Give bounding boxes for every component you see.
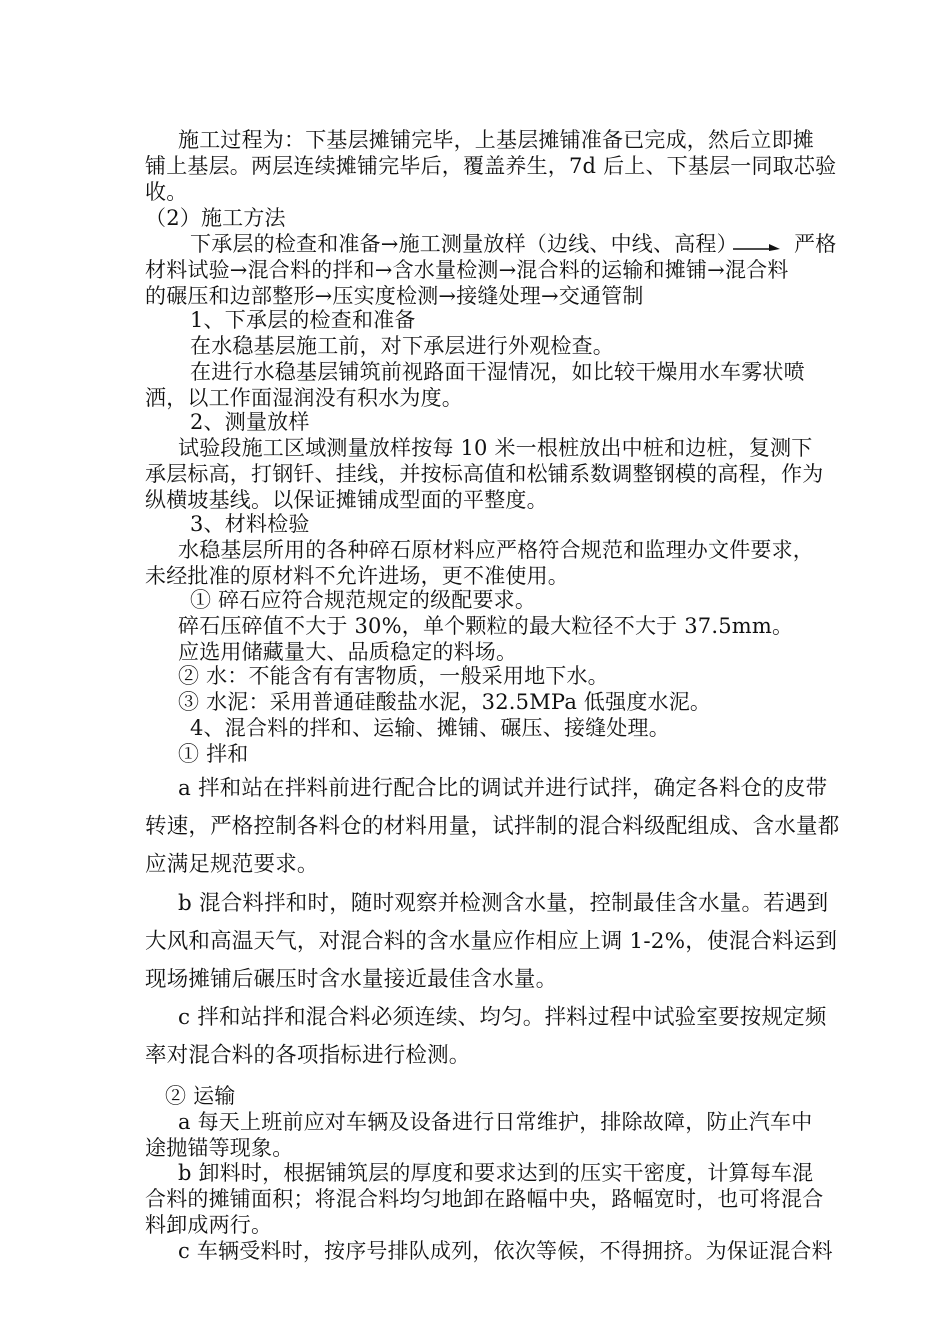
subsection-heading: 2、测量放样 [190,410,310,434]
text-line: ② 水：不能含有有害物质，一般采用地下水。 [178,664,609,688]
text-line: 途抛锚等现象。 [145,1136,294,1160]
text-line: 材料试验→混合料的拌和→含水量检测→混合料的运输和摊铺→混合料 [145,258,789,282]
text-line: 率对混合料的各项指标进行检测。 [145,1043,471,1068]
subsection-heading: 1、下承层的检查和准备 [190,308,416,332]
text-line: 水稳基层所用的各种碎石原材料应严格符合规范和监理办文件要求， [178,538,814,562]
text-line: 合料的摊铺面积；将混合料均匀地卸在路幅中央，路幅宽时，也可将混合 [145,1187,824,1211]
text-line: b 混合料拌和时，随时观察并检测含水量，控制最佳含水量。若遇到 [178,891,829,916]
section-heading: （2）施工方法 [145,206,286,230]
text-line: 纵横坡基线。以保证摊铺成型面的平整度。 [145,488,548,512]
text-line: 现场摊铺后碾压时含水量接近最佳含水量。 [145,967,558,992]
subsection-heading: ② 运输 [165,1084,236,1108]
text-line: 未经批准的原材料不允许进场，更不准使用。 [145,564,569,588]
subsection-heading: 3、材料检验 [190,512,310,536]
text-line: 洒，以工作面湿润没有积水为度。 [145,386,463,410]
text-line: 施工过程为：下基层摊铺完毕，上基层摊铺准备已完成，然后立即摊 [178,128,814,152]
text-line: ① 拌和 [178,742,249,766]
text-line: c 拌和站拌和混合料必须连续、均匀。拌料过程中试验室要按规定频 [178,1005,827,1030]
text-line: 的碾压和边部整形→压实度检测→接缝处理→交通管制 [145,284,644,308]
text-line: 应满足规范要求。 [145,852,319,877]
arrow-icon [733,237,781,251]
text-line: 碎石压碎值不大于 30%，单个颗粒的最大粒径不大于 37.5mm。 [178,614,794,638]
text-line: 在水稳基层施工前，对下承层进行外观检查。 [190,334,614,358]
text-line: 转速，严格控制各料仓的材料用量，试拌制的混合料级配组成、含水量都 [145,814,840,839]
subsection-heading: 4、混合料的拌和、运输、摊铺、碾压、接缝处理。 [190,716,670,740]
text-line: 收。 [145,180,188,204]
text-line: a 每天上班前应对车辆及设备进行日常维护，排除故障，防止汽车中 [178,1110,813,1134]
text-line: 大风和高温天气，对混合料的含水量应作相应上调 1-2%，使混合料运到 [145,929,838,954]
text-line: a 拌和站在拌料前进行配合比的调试并进行试拌，确定各料仓的皮带 [178,776,828,801]
text-line: 在进行水稳基层铺筑前视路面干湿情况，如比较干燥用水车雾状喷 [190,360,805,384]
text-line: c 车辆受料时，按序号排队成列，依次等候，不得拥挤。为保证混合料 [178,1239,833,1263]
text-line: 铺上基层。两层连续摊铺完毕后，覆盖养生，7d 后上、下基层一同取芯验 [145,154,837,178]
text-line: 料卸成两行。 [145,1213,273,1237]
text-line: ③ 水泥：采用普通硅酸盐水泥，32.5MPa 低强度水泥。 [178,690,712,714]
text-line: b 卸料时，根据铺筑层的厚度和要求达到的压实干密度，计算每车混 [178,1161,814,1185]
text-line: 应选用储藏量大、品质稳定的料场。 [178,640,518,664]
text-line: 试验段施工区域测量放样按每 10 米一根桩放出中桩和边桩，复测下 [178,436,813,460]
text-line: 承层标高，打钢钎、挂线，并按标高值和松铺系数调整钢模的高程，作为 [145,462,824,486]
text-line: 严格 [794,232,837,256]
text-line: 下承层的检查和准备→施工测量放样（边线、中线、高程） [190,232,738,256]
text-line: ① 碎石应符合规范规定的级配要求。 [190,588,537,612]
